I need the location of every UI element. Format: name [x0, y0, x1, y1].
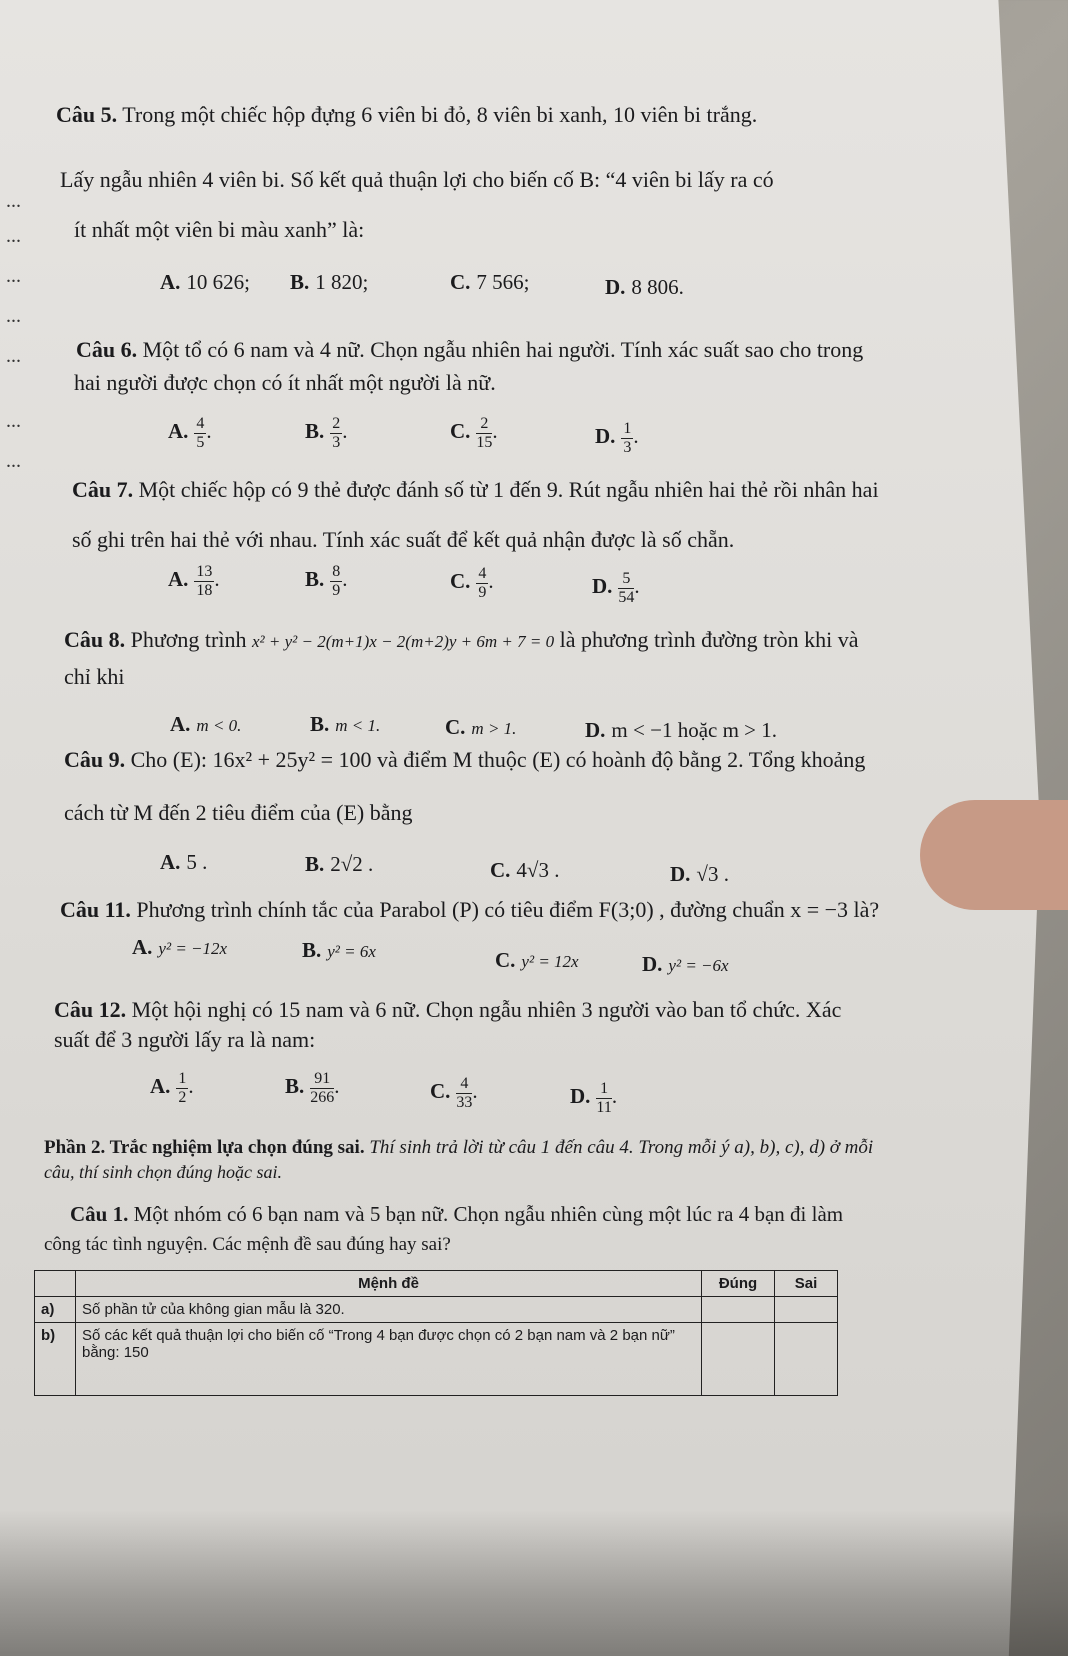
margin-dots: ... [6, 345, 21, 367]
part2-heading-line [44, 1135, 873, 1161]
q9-option-b[interactable]: B. 2√2 . [305, 852, 374, 876]
q12-option-c[interactable]: C. $\frac{4}{33}$ . [430, 1075, 478, 1111]
q11-option-a[interactable]: A. y² = −12x [132, 935, 228, 959]
q5-text1: Trong một chiếc hộp đựng 6 viên bi đỏ, 8 viên bi xanh, 10 viên bi trắng. [122, 102, 758, 127]
true-cell[interactable] [702, 1297, 775, 1323]
margin-dots: ... [6, 410, 21, 432]
q11-text1: Phương trình chính tắc của Parabol (P) có tiêu điểm F(3;0) , đường chuẩn x = −3 là? [136, 897, 880, 922]
q5-label: Câu 5. [56, 102, 118, 127]
table-header-false: Sai [775, 1271, 838, 1297]
bottom-shadow [0, 1510, 1068, 1656]
q8-option-c[interactable]: C. m > 1. [445, 715, 517, 739]
q7-option-a[interactable]: A. $\frac{13}{18}$ . [168, 563, 220, 599]
q12-option-a[interactable]: A. $\frac{1}{2}$ . [150, 1070, 194, 1106]
q6-line2: hai người được chọn có ít nhất một người là nữ. [74, 370, 496, 395]
q7-line1 [72, 475, 879, 505]
row-id: a) [35, 1297, 76, 1323]
q8-prefix: Phương trình [130, 627, 247, 652]
q7-option-b[interactable]: B. $\frac{8}{9}$ . [305, 563, 348, 599]
q12-option-b[interactable]: B. $\frac{91}{266}$ . [285, 1070, 340, 1106]
q9-text1: Cho (E): 16x² + 25y² = 100 và điểm M thuộc (E) có hoành độ bằng 2. Tổng khoảng [130, 747, 866, 772]
false-cell[interactable] [775, 1323, 838, 1396]
q6-option-d[interactable]: D. $\frac{1}{3}$ . [595, 420, 639, 456]
q12-text1: Một hội nghị có 15 nam và 6 nữ. Chọn ngẫu nhiên 3 người vào ban tổ chức. Xác [131, 997, 842, 1022]
row-statement: Số các kết quả thuận lợi cho biến cố “Trong 4 bạn được chọn có 2 bạn nam và 2 bạn nữ” bằng: 150 [76, 1323, 702, 1396]
q6-option-a[interactable]: A. $\frac{4}{5}$ . [168, 415, 212, 451]
margin-dots: ... [6, 450, 21, 472]
q8-line1 [64, 625, 858, 655]
q11-option-c[interactable]: C. y² = 12x [495, 948, 579, 972]
q7-label: Câu 7. [72, 477, 134, 502]
q5-option-c[interactable]: C. 7 566; [450, 270, 530, 294]
q5-line2: Lấy ngẫu nhiên 4 viên bi. Số kết quả thuận lợi cho biến cố B: “4 viên bi lấy ra có [60, 167, 774, 192]
q7-option-c[interactable]: C. $\frac{4}{9}$ . [450, 565, 494, 601]
q5-option-d[interactable]: D. 8 806. [605, 275, 684, 299]
true-false-table [34, 1270, 838, 1396]
table-header-id [35, 1271, 76, 1297]
finger-holding-paper [920, 800, 1068, 910]
part2-intro: Thí sinh trả lời từ câu 1 đến câu 4. Trong mỗi ý a), b), c), d) ở mỗi [369, 1137, 874, 1158]
q8-option-a[interactable]: A. m < 0. [170, 712, 242, 736]
table-header-true: Đúng [702, 1271, 775, 1297]
q5-line3: ít nhất một viên bi màu xanh” là: [74, 217, 365, 242]
row-statement: Số phần tử của không gian mẫu là 320. [76, 1297, 702, 1323]
q12-label: Câu 12. [54, 997, 127, 1022]
q12-line2: suất để 3 người lấy ra là nam: [54, 1027, 316, 1052]
part2-intro2: câu, thí sinh chọn đúng hoặc sai. [44, 1162, 282, 1182]
true-cell[interactable] [702, 1323, 775, 1396]
q8-line2: chỉ khi [64, 664, 125, 689]
q9-label: Câu 9. [64, 747, 126, 772]
q8-suffix: là phương trình đường tròn khi và [559, 627, 859, 652]
q11-option-b[interactable]: B. y² = 6x [302, 938, 376, 962]
table-header-statement: Mệnh đề [76, 1271, 702, 1297]
q11-line1 [60, 895, 879, 925]
q9-line1 [64, 745, 865, 775]
q9-option-a[interactable]: A. 5 . [160, 850, 208, 874]
q7-option-d[interactable]: D. $\frac{5}{54}$ . [592, 570, 640, 606]
q5-option-a[interactable]: A. 10 626; [160, 270, 251, 294]
part2-q1-text1: Một nhóm có 6 bạn nam và 5 bạn nữ. Chọn ngẫu nhiên cùng một lúc ra 4 bạn đi làm [133, 1202, 844, 1226]
margin-dots: ... [6, 305, 21, 327]
q12-option-d[interactable]: D. $\frac{1}{11}$ . [570, 1080, 618, 1116]
q8-label: Câu 8. [64, 627, 126, 652]
q8-equation: x² + y² − 2(m+1)x − 2(m+2)y + 6m + 7 = 0 [251, 632, 555, 651]
table-row [35, 1323, 838, 1396]
table-row [35, 1297, 838, 1323]
false-cell[interactable] [775, 1297, 838, 1323]
margin-dots: ... [6, 225, 21, 247]
part2-q1-label: Câu 1. [70, 1202, 129, 1226]
q12-line1 [54, 995, 841, 1025]
q8-option-d[interactable]: D. m < −1 hoặc m > 1. [585, 718, 778, 742]
q6-option-b[interactable]: B. $\frac{2}{3}$ . [305, 415, 348, 451]
q6-option-c[interactable]: C. $\frac{2}{15}$ . [450, 415, 498, 451]
q9-line2: cách từ M đến 2 tiêu điểm của (E) bằng [64, 800, 413, 825]
q8-option-b[interactable]: B. m < 1. [310, 712, 381, 736]
q5-option-b[interactable]: B. 1 820; [290, 270, 369, 294]
q7-line2: số ghi trên hai thẻ với nhau. Tính xác suất để kết quả nhận được là số chẵn. [72, 527, 735, 552]
q6-text1: Một tổ có 6 nam và 4 nữ. Chọn ngẫu nhiên hai người. Tính xác suất sao cho trong [142, 337, 864, 362]
row-id: b) [35, 1323, 76, 1396]
q11-option-d[interactable]: D. y² = −6x [642, 952, 729, 976]
q5-line1 [56, 100, 757, 130]
margin-dots: ... [6, 190, 21, 212]
q9-option-c[interactable]: C. 4√3 . [490, 858, 560, 882]
q6-label: Câu 6. [76, 337, 138, 362]
q9-option-d[interactable]: D. √3 . [670, 862, 729, 886]
q6-line1 [76, 335, 863, 365]
q7-text1: Một chiếc hộp có 9 thẻ được đánh số từ 1 đến 9. Rút ngẫu nhiên hai thẻ rồi nhân hai [138, 477, 879, 502]
q11-label: Câu 11. [60, 897, 131, 922]
table-header-row [35, 1271, 838, 1297]
part2-q1-line2: công tác tình nguyện. Các mệnh đề sau đúng hay sai? [44, 1234, 451, 1255]
margin-dots: ... [6, 265, 21, 287]
part2-q1-line1 [70, 1200, 843, 1228]
part2-heading: Phần 2. Trắc nghiệm lựa chọn đúng sai. [44, 1137, 365, 1158]
